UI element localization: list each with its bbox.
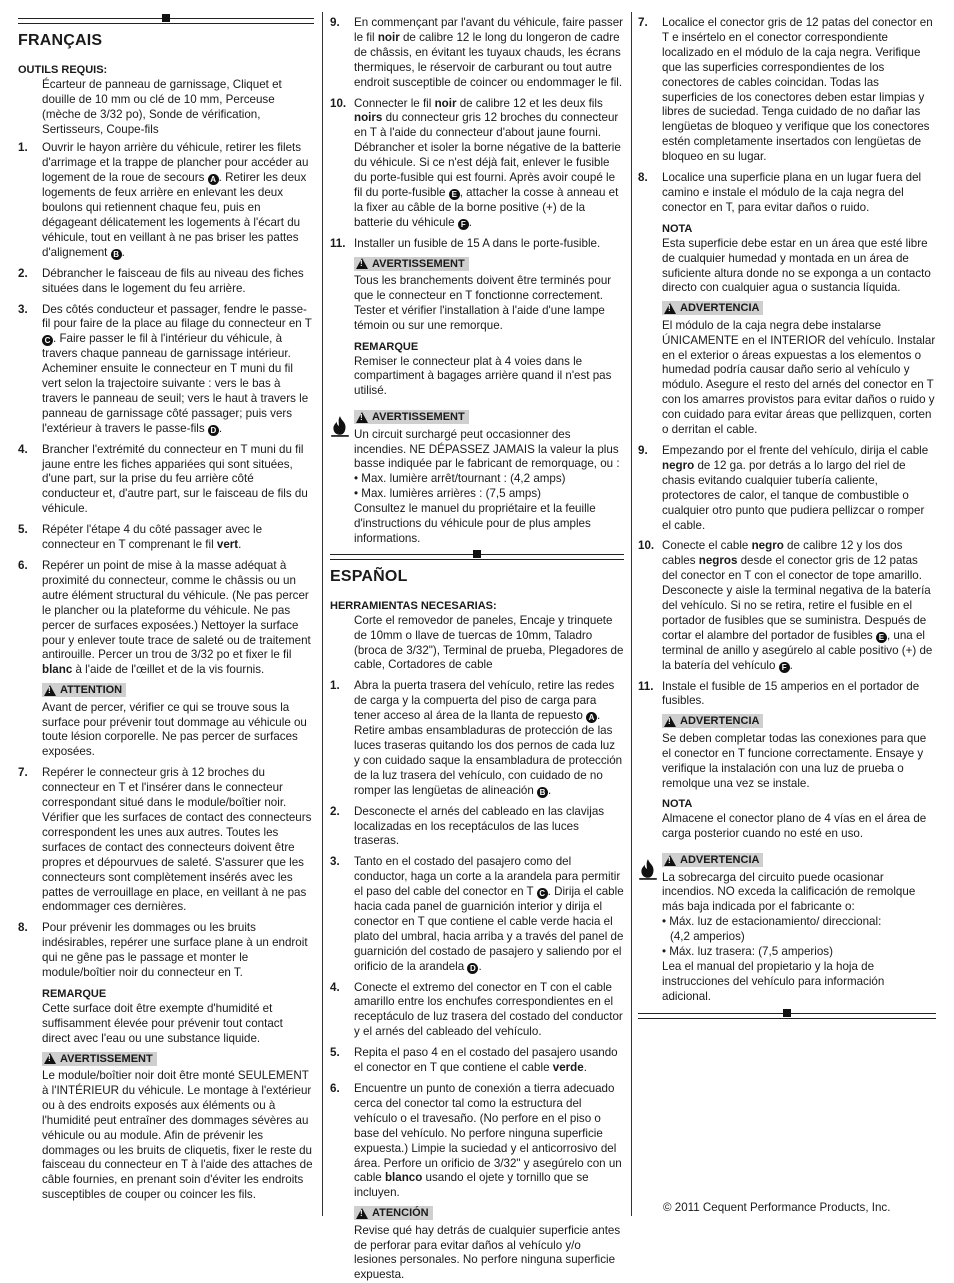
callout-e-icon: E	[449, 189, 460, 200]
tools-heading: HERRAMIENTAS NECESARIAS:	[330, 599, 497, 612]
step-8: 8. Pour prévenir les dommages ou les bruits indésirables, repérer une surface plane à un endroit qui ne gêne pas le passage et monter le module/boîtier noir du connecteur en T.	[18, 921, 308, 980]
avertissement-fire-text-1: Un circuit surchargé peut occasionner des incendies. NE DÉPASSEZ JAMAIS la valeur la plus basse indiquée par le fabricant de remorquage, ou :	[354, 427, 620, 471]
step-9: 9. En commençant par l'avant du véhicule, faire passer le fil noir de calibre 12 le long du longeron de cadre de châssis, en évitant les tuyaux chauds, les écrans thermiques, le réservoir de carburant ou tout autre endroit susceptible de coincer ou endommager le fil.	[330, 16, 624, 89]
callout-a-icon: A	[586, 712, 597, 723]
paso-2: 2. Desconecte el arnés del cableado en las clavijas localizadas en los receptáculos de las luces traseras.	[330, 804, 605, 848]
paso-9: 9. Empezando por el frente del vehículo, dirija el cable negro de 12 ga. por detrás a lo largo del riel de chasis evitando cualquier tubería caliente, protectores de calor, el tanque de combustible o cualquier otro punto que pudiera pellizcar o romper el cable.	[638, 443, 929, 532]
remarque-text: Cette surface doit être exempte d'humidité et suffisamment élevée pour prévenir tout contact direct avec l'eau ou une substance liquide.	[42, 1001, 283, 1045]
callout-f-icon: F	[779, 662, 790, 673]
attention-badge: ! ATTENTION	[42, 683, 126, 697]
advertencia-fire-text-4: Lea el manual del propietario y la hoja de instrucciones del vehículo para información adicional.	[662, 959, 885, 1003]
paso-10: 10. Conecte el cable negro de calibre 12 y los dos cables negros desde el conector gris de 12 patas del conector en T con el conector de tope amarillo. Desconecte y aisle la terminal negativa de la batería del vehículo. Si no se retira, retire el fusible en el portador de fusibles que se suministra. Después de cortar el alambre del portador de fusibles E , una el terminal de anillo y asegúrelo al cable positivo (+) de la batería del vehículo F .	[638, 539, 933, 672]
nota-heading: NOTA	[662, 798, 693, 811]
advertencia-badge: ! ADVERTENCIA	[662, 714, 763, 728]
advertencia-fire-text-3: • Máx. luz trasera: (7,5 amperios)	[662, 945, 833, 959]
section-rule	[18, 18, 314, 24]
atencion-badge: ! ATENCIÓN	[354, 1206, 433, 1220]
avertissement-text: Tous les branchements doivent être terminés pour que le connecteur en T fonctionne correctement. Tester et vérifier l'installation à l'aide d'une lampe témoin ou sur une remorque.	[354, 274, 612, 332]
fire-icon	[638, 858, 658, 880]
avertissement-badge: ! AVERTISSEMENT	[354, 257, 469, 271]
step-2: 2. Débrancher le faisceau de fils au niveau des fiches situées dans le logement du feu arrière.	[18, 266, 304, 295]
column-divider	[631, 12, 632, 1216]
column-divider	[322, 12, 323, 1216]
avertissement-badge: ! AVERTISSEMENT	[42, 1052, 157, 1066]
warning-triangle-icon	[356, 258, 368, 269]
advertencia-text: El módulo de la caja negra debe instalarse ÚNICAMENTE en el INTERIOR del vehículo. Instalar en el exterior o áreas expuestas a los elementos o humedad podría causar daño serio al vehículo y módulo. Asegure el resto del arnés del conector en T con los amarres provistos para evitar daños o ruido y con cuidado para evitar áreas que pellizquen, corten o derritan el cable.	[662, 318, 936, 437]
tools-list: Corte el removedor de paneles, Encaje y trinquete de 10mm o llave de tuercas de 10mm, Taladro (broca de 3/32"), Terminal de prueba, Plegadores de cable, Cortadores de cable	[354, 613, 624, 672]
paso-8: 8. Localice una superficie plana en un lugar fuera del camino e instale el módulo de la caja negra del conector en T, para evitar daños o ruido.	[638, 171, 922, 214]
atencion-text: Revise qué hay detrás de cualquier superficie antes de perforar para evitar daños al vehículo y/o lesiones personales. No perfore ninguna superficie expuesta.	[354, 1223, 621, 1282]
step-1: 1. Ouvrir le hayon arrière du véhicule, retirer les filets d'arrimage et la trappe de plancher pour accéder au logement de la roue de secours A . Retirer les deux logements de feux arrière en enlevant les deux boulons qui retiennent chaque feu, puis en dégageant délicatement les logements à l'écart du véhicule, tout en veillant à ne pas briser les pattes d'alignement B .	[18, 141, 309, 259]
warning-triangle-icon	[356, 412, 368, 423]
column-middle	[330, 0, 624, 1283]
step-3: 3. Des côtés conducteur et passager, fendre le passe-fil pour faire de la place au filage du connecteur en T C . Faire passer le fil à l'intérieur du véhicule, à travers chaque panneau de garnissage intérieur. Acheminer ensuite le connecteur en T muni du fil vert selon la trajectoire suivante : vers le bas à travers le panneau de seuil; vers le haut à travers le panneau de garnissage côté passager; puis vers l'extérieur à travers le passe-fils D .	[18, 302, 312, 435]
remarque-heading: REMARQUE	[42, 987, 107, 1000]
advertencia-badge: ! ADVERTENCIA	[662, 301, 763, 315]
avertissement-fire-text-3: • Max. lumières arrières : (7,5 amps)	[354, 487, 542, 501]
warning-triangle-icon	[44, 685, 56, 696]
callout-d-icon: D	[208, 425, 219, 436]
warning-triangle-icon	[664, 303, 676, 314]
callout-f-icon: F	[458, 219, 469, 230]
copyright: © 2011 Cequent Performance Products, Inc.	[663, 1201, 891, 1214]
tools-heading: OUTILS REQUIS:	[18, 63, 108, 76]
heading-spanish: ESPAÑOL	[330, 567, 408, 585]
paso-6: 6. Encuentre un punto de conexión a tierra adecuado cerca del conector tal como la estructura del vehículo o el travesaño. (No perfore en el piso o base del vehículo. No perfore ninguna superficie expuesta.) Limpie la suciedad y el anticorrosivo del área. Perfore un orificio de 3/32" y asegúrelo con un cable blanco usando el ojete y tornillo que se incluyen.	[330, 1082, 622, 1200]
paso-11: 11. Instale el fusible de 15 amperios en el portador de fusibles.	[638, 679, 920, 708]
paso-5: 5. Repita el paso 4 en el costado del pasajero usando el conector en T que contiene el cable verde.	[330, 1046, 618, 1075]
advertencia-fire-text-2: • Máx. luz de estacionamiento/ direccional:	[662, 915, 882, 929]
heading-french: FRANÇAIS	[18, 32, 103, 49]
paso-4: 4. Conecte el extremo del conector en T con el cable amarillo entre los enchufes correspondientes en el receptáculo de luz trasera del costado del conductor y el arnés del cableado del vehículo.	[330, 980, 623, 1039]
step-4: 4. Brancher l'extrémité du connecteur en T muni du fil jaune entre les fiches appariées qui sont situées, d'une part, sur la prise du feu arrière côté conducteur et, d'autre part, sur le faisceau de fils du véhicule.	[18, 442, 308, 516]
avertissement-fire-text-4: Consultez le manuel du propriétaire et la feuille d'instructions du véhicule pour de plus amples informations.	[354, 502, 596, 545]
step-11: 11. Installer un fusible de 15 A dans le porte-fusible.	[330, 236, 601, 250]
column-french	[18, 0, 314, 1203]
callout-e-icon: E	[876, 632, 887, 643]
step-7: 7. Repérer le connecteur gris à 12 broches du connecteur en T et l'insérer dans le connecteur correspondant situé dans le module/boîtier noir. Vérifier que les surfaces de contact des connecteurs correspondent les unes aux autres. Toutes les surfaces de contact des connecteurs doivent être propres et dépourvues de saleté. S'assurer que les connecteurs sont complètement insérés avec les pattes de verrouillage en place, en veillant à ne pas endommager ces dernières.	[18, 766, 312, 914]
nota-text: Almacene el conector plano de 4 vías en el área de carga posterior cuando no esté en uso.	[662, 812, 927, 841]
step-5: 5. Répéter l'étape 4 du côté passager avec le connecteur en T comprenant le fil vert.	[18, 523, 263, 552]
remarque-heading: REMARQUE	[354, 340, 419, 353]
advertencia-fire-text-1: La sobrecarga del circuito puede ocasionar incendios. NO exceda la calificación de remolque más baja indicada por el fabricante o:	[662, 870, 916, 914]
column-spanish	[638, 0, 936, 1019]
avertissement-fire-text-2: • Max. lumière arrêt/tournant : (4,2 amps)	[354, 472, 566, 486]
warning-triangle-icon	[356, 1208, 368, 1219]
tools-list: Écarteur de panneau de garnissage, Cliquet et douille de 10 mm ou clé de 10 mm, Perceuse (mèche de 3/32 po), Sonde de vérification, Sertisseurs, Coupe-fils	[42, 77, 282, 136]
attention-text: Avant de percer, vérifier ce qui se trouve sous la surface pour prévenir tout dommage au véhicule ou toute lésion corporelle. Ne pas percer de surfaces exposées.	[42, 700, 307, 759]
advertencia-badge: ! ADVERTENCIA	[662, 853, 763, 867]
callout-d-icon: D	[467, 963, 478, 974]
callout-b-icon: B	[537, 787, 548, 798]
remarque-text: Remiser le connecteur plat à 4 voies dans le compartiment à bagages arrière quand il n'est pas utilisé.	[354, 354, 612, 398]
nota-text: Esta superficie debe estar en un área que esté libre de cualquier humedad y montada en un área de suficiente altura donde no se exponga a un contacto directo con cualquier agua o sustancia líquida.	[662, 236, 931, 295]
warning-triangle-icon	[664, 855, 676, 866]
paso-1: 1. Abra la puerta trasera del vehículo, retire las redes de carga y la compuerta del piso de carga para tener acceso al área de la llanta de repuesto A . Retire ambas ensambladuras de protección de las luces traseras quitando los dos pernos de cada luz y con cuidado saque la ensambladura de protección de la luz trasera del vehículo, con cuidado de no romper las lengüetas de alineación B .	[330, 679, 623, 797]
callout-b-icon: B	[111, 249, 122, 260]
avertissement-text: Le module/boîtier noir doit être monté SEULEMENT à l'INTÉRIEUR du véhicule. Le montage à l'extérieur ou à des endroits exposés aux éléments ou à l'humidité peut entraîner des dommages sévères au véhicule ou au module. Afin de prévenir les dommages ou les bruits de cliquetis, fixer le reste du faisceau du connecteur en T à l'aide des attaches de câble fournies, en prenant soin d'éviter les endroits susceptibles de couper ou coincer les fils.	[42, 1069, 313, 1202]
warning-triangle-icon	[44, 1053, 56, 1064]
step-10: 10. Connecter le fil noir de calibre 12 et les deux fils noirs du connecteur gris 12 broches du connecteur en T à l'aide du connecteur d'about jaune fourni. Débrancher et isoler la borne négative de la batterie du véhicule. Si ce n'est déjà fait, enlever le fusible du porte-fusible qui est fourni. Après avoir coupé le fil du porte-fusible E , attacher la cosse à anneau et la fixer au câble de la borne positive (+) de la batterie du véhicule F .	[330, 96, 621, 229]
warning-triangle-icon	[664, 716, 676, 727]
step-6: 6. Repérer un point de mise à la masse adéquat à proximité du connecteur, comme le châssis ou un autre élément structural du véhicule. (Ne pas percer le plancher ou la plateforme du véhicule. Ne pas percer de surfaces exposées.) Nettoyer la surface pour y enlever toute trace de saleté ou de traitement antirouille. Percer un trou de 3/32 po et fixer le fil blanc à l'aide de l'œillet et de la vis fournis.	[18, 559, 311, 677]
callout-a-icon: A	[208, 174, 219, 185]
fire-icon	[330, 415, 350, 437]
paso-7: 7. Localice el conector gris de 12 patas del conector en T e insértelo en el conector correspondiente localizado en el módulo de la caja negra. Verifique que las superficies correspondientes de los conectores de cables coincidan. Todas las superficies de los conectores deben estar limpias y libres de suciedad. Tenga cuidado de no dañar las lengüetas de bloqueo y verifique que los conectores estén completamente insertados con lengüetas de bloqueo en su lugar.	[638, 16, 933, 164]
advertencia-text: Se deben completar todas las conexiones para que el conector en T funcione correctamente. Ensaye y verifique la instalación con una luz de prueba o remolque una vez se instale.	[662, 731, 927, 790]
nota-heading: NOTA	[662, 222, 693, 235]
advertencia-fire-text-2b: (4,2 amperios)	[670, 930, 745, 944]
callout-c-icon: C	[537, 888, 548, 899]
section-rule	[330, 554, 624, 560]
callout-c-icon: C	[42, 335, 53, 346]
section-rule	[638, 1013, 936, 1019]
avertissement-badge: ! AVERTISSEMENT	[354, 410, 469, 424]
paso-3: 3. Tanto en el costado del pasajero como del conductor, haga un corte a la arandela para permitir el paso del cable del conector en T C . Dirija el cable hacia cada panel de guarnición interior y dirija el conector en T que contiene el cable verde hacia el plato del umbral, hacia arriba y a través del panel de guarnición del costado de pasajero y saliendo por el orificio de la arandela D .	[330, 855, 624, 973]
